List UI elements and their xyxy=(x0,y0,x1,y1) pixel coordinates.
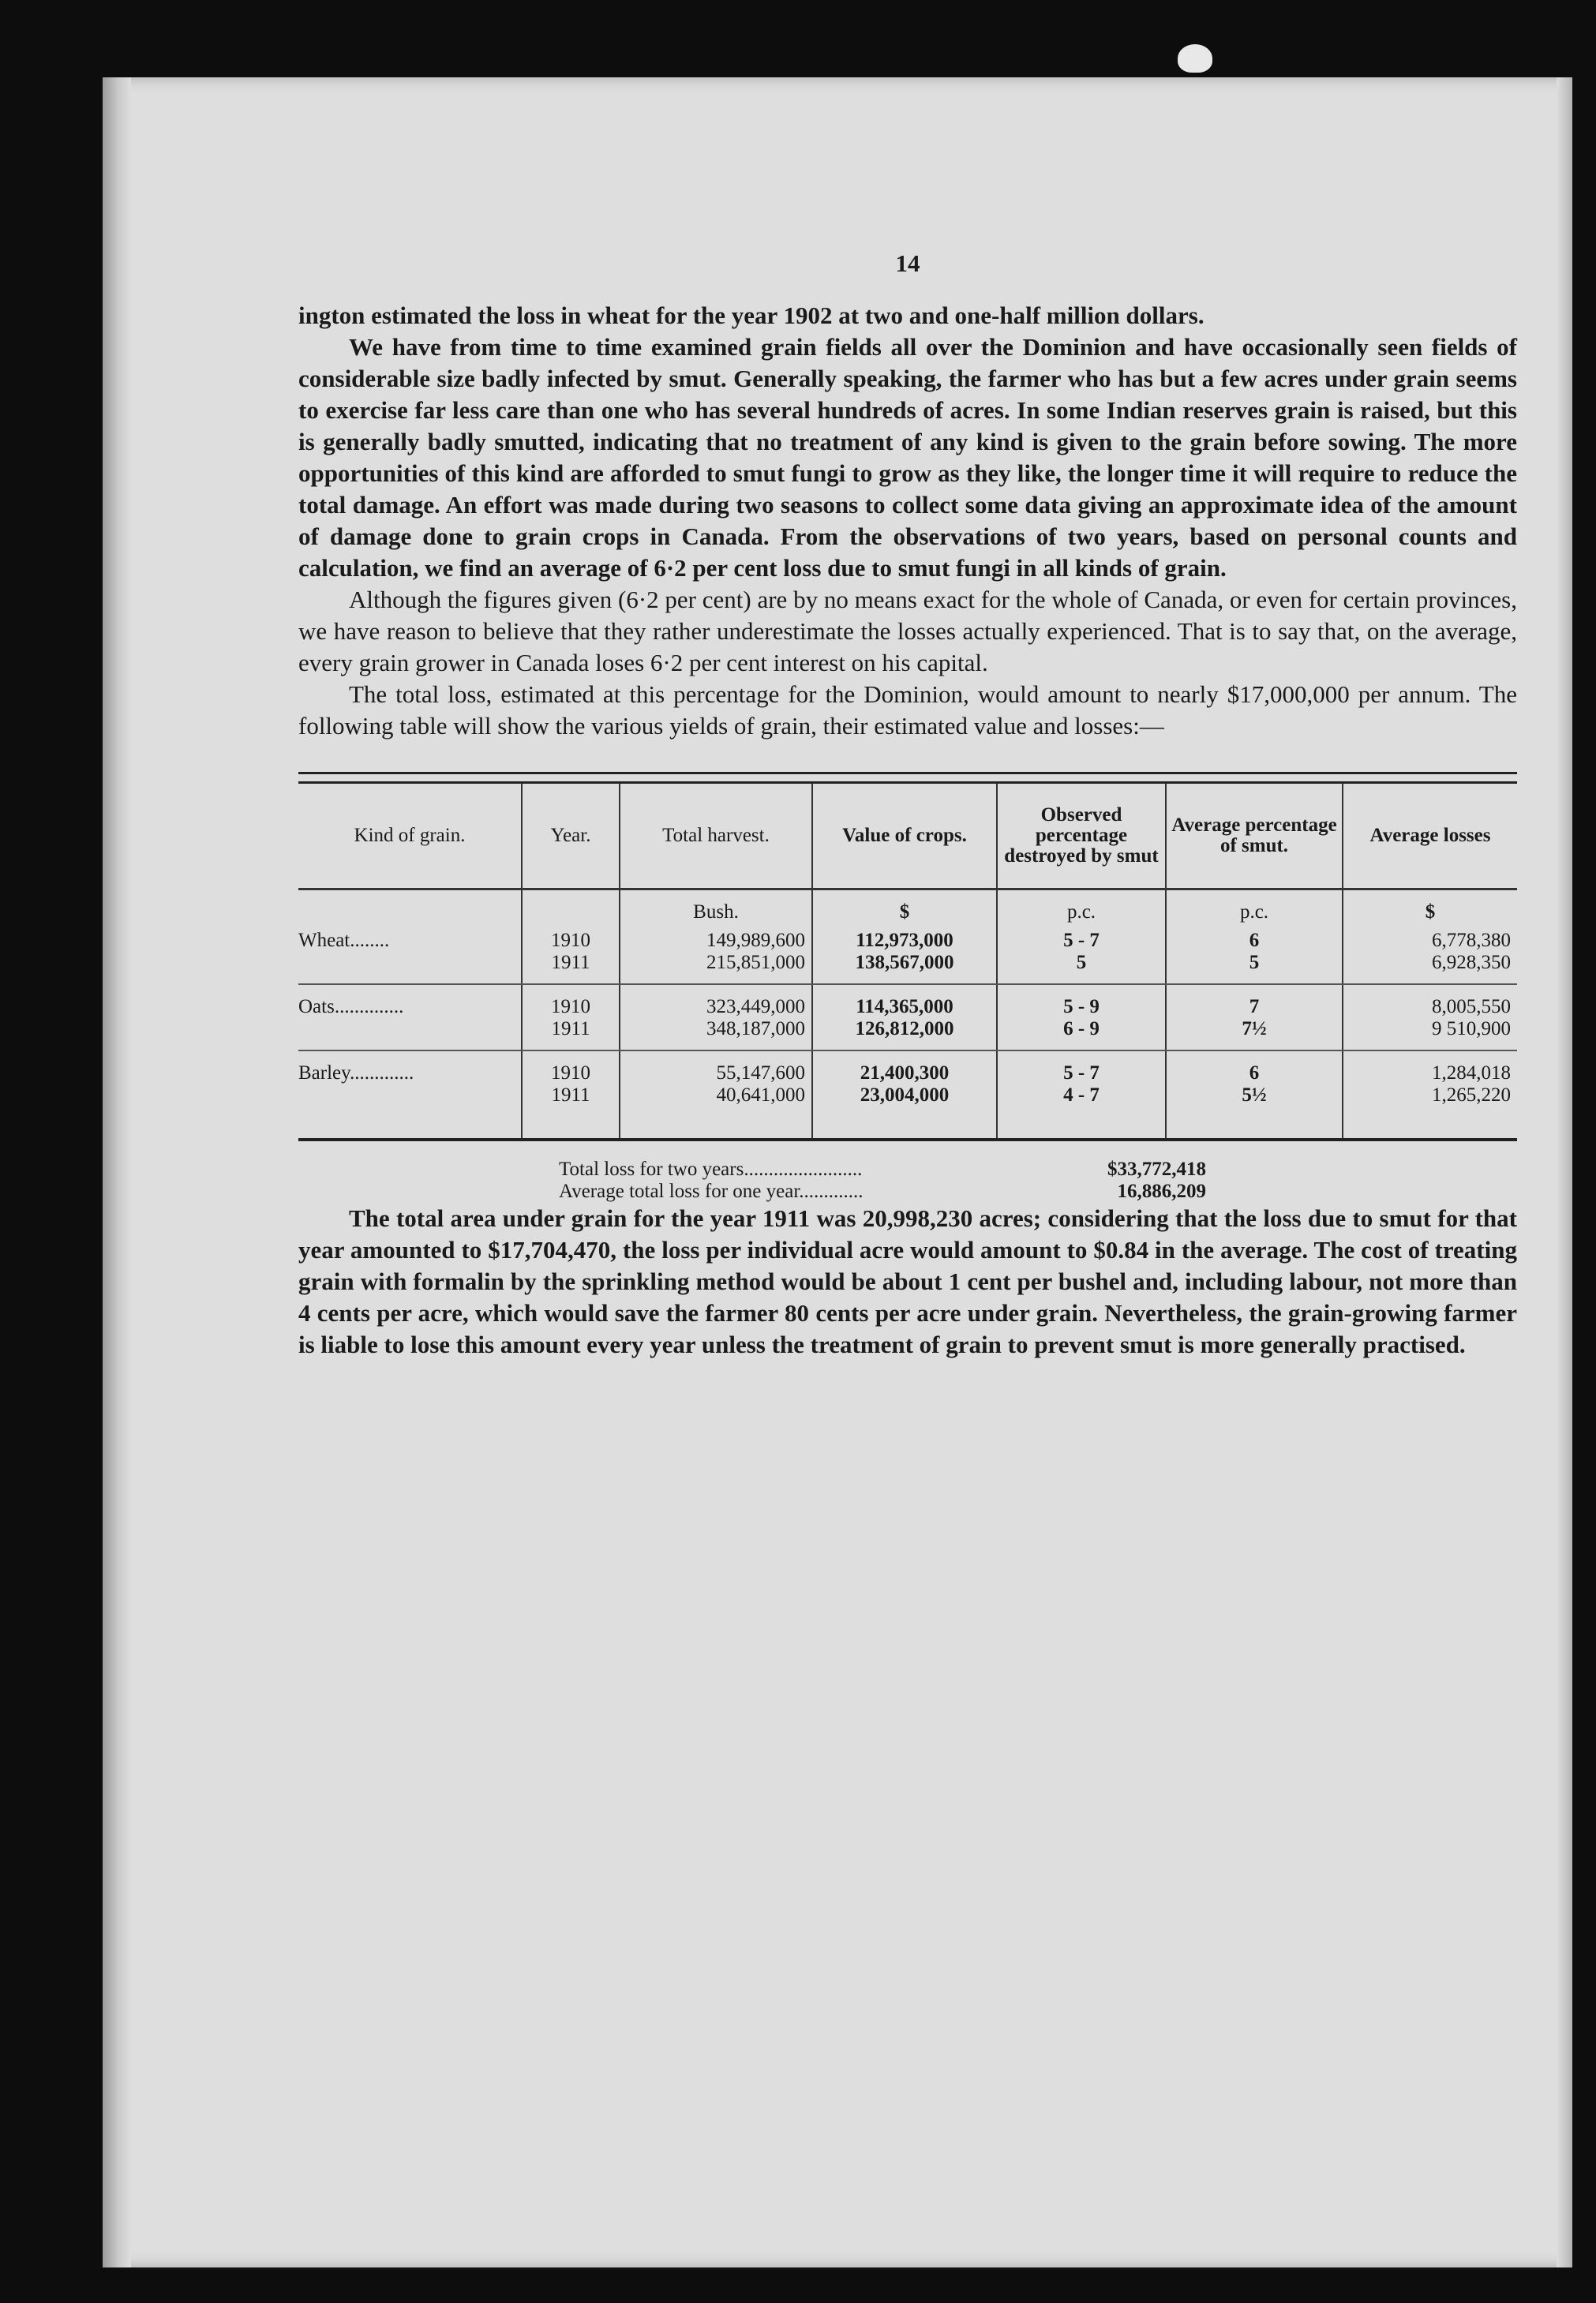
table-row xyxy=(298,984,1517,1050)
header-year: Year. xyxy=(522,784,620,889)
observed-cell: 5 xyxy=(1076,952,1087,973)
kind-cell: Barley............. xyxy=(298,1050,522,1140)
unit-cell: $ xyxy=(812,889,997,927)
unit-cell: Bush. xyxy=(620,889,812,927)
paragraph-field-observations: We have from time to time examined grain fields all over the Dominion and have occasionally seen fields of considerable size badly infected by smut. Generally speaking, the farmer who has but a few acres under grain seems to exercise far less care than one who has several hundreds of acres. In some Indian reserves grain is raised, but this is generally badly smutted, indicating that no treatment of any kind is given to the grain before sowing. The more opportunities of this kind are afforded to smut fungi to grow as they like, the longer time it will require to reduce the total damage. An effort was made during two seasons to collect some data giving an approximate idea of the amount of damage done to grain crops in Canada. From the observations of two years, based on personal counts and calculation, we find an average of 6·2 per cent loss due to smut fungi in all kinds of grain. xyxy=(298,333,1517,582)
average-pct-cell: 7 xyxy=(1249,996,1260,1017)
total-one-year-value: 16,886,209 xyxy=(1117,1181,1206,1202)
value-cell: 126,812,000 xyxy=(855,1018,954,1039)
unit-cell xyxy=(298,889,522,927)
losses-cell: 6,928,350 xyxy=(1432,952,1511,973)
table-header-row xyxy=(298,784,1517,889)
harvest-cell: 40,641,000 xyxy=(716,1084,805,1106)
year-cell: 1911 xyxy=(551,1018,590,1039)
unit-cell: $ xyxy=(1343,889,1517,927)
harvest-cell: 215,851,000 xyxy=(706,952,805,973)
header-kind: Kind of grain. xyxy=(298,784,522,889)
header-harvest: Total harvest. xyxy=(620,784,812,889)
year-cell: 1910 xyxy=(551,996,590,1017)
header-losses: Average losses xyxy=(1343,784,1517,889)
page-content xyxy=(298,249,1517,1361)
table-top-rule xyxy=(298,772,1517,784)
total-two-years-row xyxy=(559,1159,1206,1181)
scan-artifact xyxy=(1178,44,1212,73)
losses-cell: 9 510,900 xyxy=(1432,1018,1511,1039)
total-two-years-value: $33,772,418 xyxy=(1107,1159,1206,1180)
year-cell: 1911 xyxy=(551,952,590,973)
year-cell: 1911 xyxy=(551,1084,590,1106)
losses-cell: 6,778,380 xyxy=(1432,930,1511,951)
unit-cell: p.c. xyxy=(997,889,1166,927)
harvest-cell: 323,449,000 xyxy=(706,996,805,1017)
total-one-year-row xyxy=(559,1181,1206,1203)
page-number: 14 xyxy=(895,249,920,277)
kind-cell: Oats.............. xyxy=(298,984,522,1050)
value-cell: 21,400,300 xyxy=(860,1062,950,1084)
observed-cell: 4 - 7 xyxy=(1063,1084,1100,1106)
paragraph-continued: ington estimated the loss in wheat for the year 1902 at two and one-half million dollars. xyxy=(298,301,1204,329)
total-one-year-label: Average total loss for one year............. xyxy=(559,1181,864,1202)
value-cell: 23,004,000 xyxy=(860,1084,950,1106)
losses-cell: 8,005,550 xyxy=(1432,996,1511,1017)
losses-cell: 1,265,220 xyxy=(1432,1084,1511,1106)
value-cell: 112,973,000 xyxy=(856,930,953,951)
value-cell: 138,567,000 xyxy=(855,952,954,973)
average-pct-cell: 5½ xyxy=(1242,1084,1267,1106)
year-cell: 1910 xyxy=(551,1062,590,1084)
table-units-row xyxy=(298,889,1517,927)
harvest-cell: 149,989,600 xyxy=(706,930,805,951)
paragraph-estimate-caveat: Although the figures given (6·2 per cent) are by no means exact for the whole of Canada, or even for certain provinces, we have reason to believe that they rather underestimate the losses actually experienced. That is to say that, on the average, every grain grower in Canada loses 6·2 per cent interest on his capital. xyxy=(298,586,1517,676)
observed-cell: 5 - 7 xyxy=(1063,930,1100,951)
page-spine-shadow xyxy=(103,77,131,2267)
losses-cell: 1,284,018 xyxy=(1432,1062,1511,1084)
header-value: Value of crops. xyxy=(812,784,997,889)
unit-cell xyxy=(522,889,620,927)
average-pct-cell: 7½ xyxy=(1242,1018,1267,1039)
kind-cell: Wheat........ xyxy=(298,927,522,984)
average-pct-cell: 5 xyxy=(1249,952,1260,973)
header-observed: Observed percentage destroyed by smut xyxy=(997,784,1166,889)
total-two-years-label: Total loss for two years........................ xyxy=(559,1159,863,1180)
observed-cell: 5 - 9 xyxy=(1063,996,1100,1017)
observed-cell: 5 - 7 xyxy=(1063,1062,1100,1084)
unit-cell: p.c. xyxy=(1166,889,1343,927)
value-cell: 114,365,000 xyxy=(856,996,953,1017)
header-average-pct: Average percentage of smut. xyxy=(1166,784,1343,889)
paragraph-closing: The total area under grain for the year 1911 was 20,998,230 acres; considering that the loss due to smut for that year amounted to $17,704,470, the loss per individual acre would amount to $0.84 in the average. The cost of treating grain with formalin by the sprinkling method would be about 1 cent per bushel and, including labour, not more than 4 cents per acre, which would save the farmer 80 cents per acre under grain. Nevertheless, the grain-growing farmer is liable to lose this amount every year unless the treatment of grain to prevent smut is more generally practised. xyxy=(298,1204,1517,1358)
page-right-edge xyxy=(1557,77,1572,2267)
grain-loss-table xyxy=(298,784,1517,1141)
table-row xyxy=(298,1050,1517,1140)
average-pct-cell: 6 xyxy=(1249,930,1260,951)
observed-cell: 6 - 9 xyxy=(1063,1018,1100,1039)
table-totals xyxy=(559,1159,1517,1203)
paragraph-total-loss: The total loss, estimated at this percentage for the Dominion, would amount to nearly $17,000,000 per annum. The following table will show the various yields of grain, their estimated value and losses:— xyxy=(298,680,1517,740)
document-page xyxy=(103,77,1572,2267)
year-cell: 1910 xyxy=(551,930,590,951)
table-row xyxy=(298,927,1517,984)
harvest-cell: 55,147,600 xyxy=(716,1062,805,1084)
average-pct-cell: 6 xyxy=(1249,1062,1260,1084)
harvest-cell: 348,187,000 xyxy=(706,1018,805,1039)
